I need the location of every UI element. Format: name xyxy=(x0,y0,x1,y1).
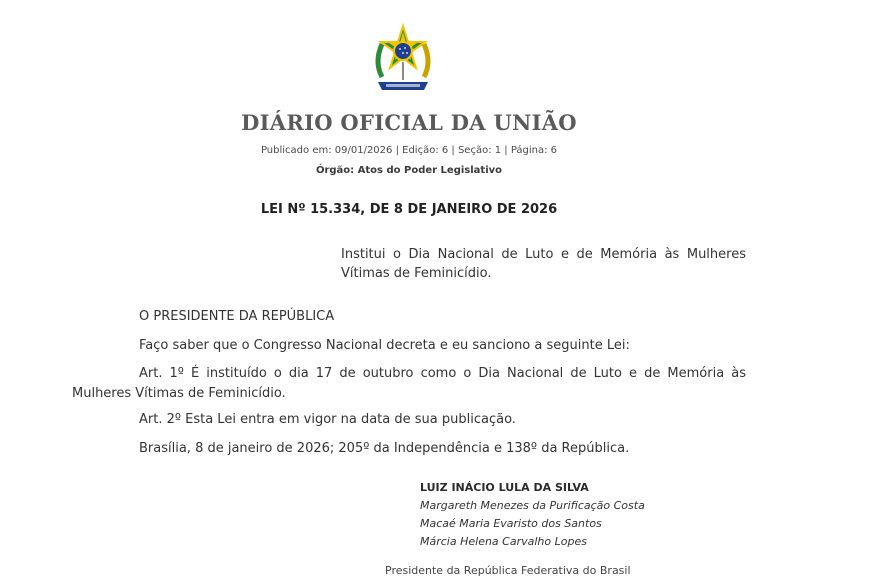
signature-main: LUIZ INÁCIO LULA DA SILVA xyxy=(420,481,589,494)
publication-meta: Publicado em: 09/01/2026 | Edição: 6 | Seção: 1 | Página: 6 xyxy=(260,145,558,156)
paragraph-closing: Brasília, 8 de janeiro de 2026; 205º da Independência e 138º da República. xyxy=(139,441,630,456)
signature-block xyxy=(420,479,645,551)
footer-text: Presidente da República Federativa do Brasil xyxy=(385,564,631,577)
signature-item: Margareth Menezes da Purificação Costa xyxy=(420,499,645,512)
signature-item: Márcia Helena Carvalho Lopes xyxy=(420,535,587,548)
act-title: LEI Nº 15.334, DE 8 DE JANEIRO DE 2026 xyxy=(260,202,558,217)
orgao-label xyxy=(0,165,818,176)
signature-item: Macaé Maria Evaristo dos Santos xyxy=(420,517,602,530)
paragraph-art2: Art. 2º Esta Lei entra em vigor na data de sua publicação. xyxy=(139,412,516,427)
paragraph-faco-saber: Faço saber que o Congresso Nacional decreta e eu sanciono a seguinte Lei: xyxy=(139,338,630,353)
act-ementa: Institui o Dia Nacional de Luto e de Memória às Mulheres Vítimas de Feminicídio. xyxy=(341,247,746,281)
orgao-text: Órgão: Atos do Poder Legislativo xyxy=(315,165,503,176)
page-title: DIÁRIO OFICIAL DA UNIÃO xyxy=(241,110,577,135)
brazil-coat-of-arms-icon xyxy=(372,22,434,98)
paragraph-art1: Art. 1º É instituído o dia 17 de outubro como o Dia Nacional de Luto e de Memória às Mulheres Vítimas de Feminicídio. xyxy=(72,366,746,401)
paragraph-presidente: O PRESIDENTE DA REPÚBLICA xyxy=(139,309,335,324)
